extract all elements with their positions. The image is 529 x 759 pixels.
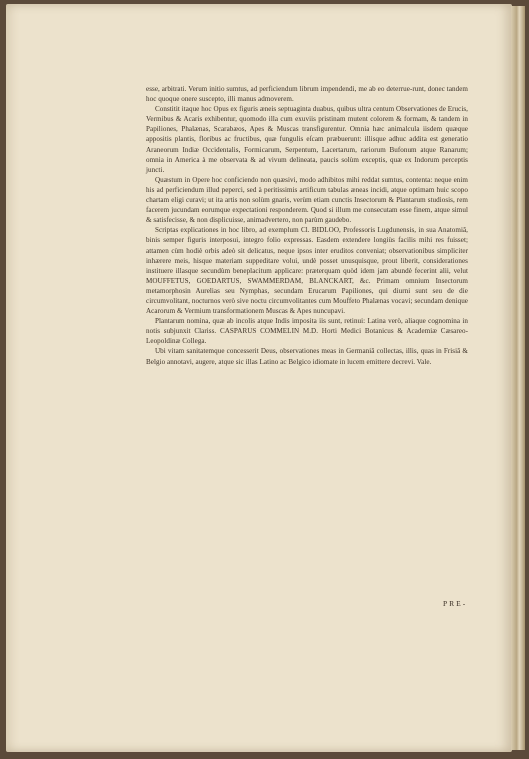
catchword: PRE-	[443, 599, 468, 608]
paragraph-6: Ubi vitam sanitatemque concesserit Deus, observationes meas in Germaniâ collectas, illis, quas in Frisiâ & Belgio annotavi, augere, atque sic illas Latino ac Belgico idiomate in lucem emittere decrevi. Vale.	[146, 347, 468, 366]
paragraph-1: esse, arbitrati. Verum initio sumtus, ad perficiendum librum impendendi, me ab eo deterrue-runt, donec tandem hoc quoque onere suscepto, illi manus admoverem.	[146, 85, 468, 104]
page-edge	[511, 6, 525, 750]
paragraph-5: Plantarum nomina, quæ ab incolis atque Indis imposita iis sunt, retinui: Latina verò, aliaque cognomina in notis subjunxit Clariss. CASPARUS COMMELIN M.D. Horti Medici Botanicus & Academiæ Cæsareo-Leopoldinæ Collega.	[146, 317, 468, 346]
paragraph-2: Constitit itaque hoc Opus ex figuris æneis septuaginta duabus, quibus ultra centum Observationes de Erucis, Vermibus & Acaris exhibentur, quomodo illa cum exuviis pristinam mutent colorem & formam, & tandem in Papiliones, Phalænas, Scarabæos, Apes & Muscas transfigurentur. Omnia hæc animalcula iisdem quæque appositis plantis, floribus ac fructibus, quæ fungulis eſcam præbuerunt: illisque adhuc addita est generatio Araneorum Indiæ Occidentalis, Formicarum, Serpentum, Lacertarum, rariorum Bufonum atque Ranarum; omnia in America à me observata & ad vivum delineata, paucis solùm exceptis, quæ ex Indorum perceptis juncti.	[146, 105, 468, 174]
paragraph-4: Scriptas explicationes in hoc libro, ad exemplum Cl. BIDLOO, Professoris Lugdunensis, in sua Anatomiâ, binis semper figuris interposui, integro folio expressas. Easdem extendere longiùs facilis mihi res fuisset; attamen cùm hodiè orbis adeò sit delicatus, neque ipsos inter eruditos conveniat; observationibus simpliciter inhærere meis, hisque materiam suppeditare volui, undè posset unusquisque, prout liberit, considerationes instituere illasque secundùm beneplacitum applicare: præterquam quòd idem jam abundè fecerint alii, velut MOUFFETUS, GOEDARTUS, SWAMMERDAM, BLANCKART, &c. Primam omnium Insectorum metamorphosin Aurelias seu Nymphas, secundam Erucarum Papiliones, qui diurni sunt seu de die circumvolitant, nocturnos verò sive noctu circumvolitantes cum Mouffeto Phalænas vocavi; secundam denique Acarorum & Vermium transformationem Muscas & Apes nuncupavi.	[146, 226, 468, 316]
book-page	[6, 4, 512, 752]
paragraph-3: Quæstum in Opere hoc conficiendo non quæsivi, modo adhibitos mihi reddat sumtus, contenta: neque enim his ad perficiendum illud peperci, sed à peritissimis artificum tabulas æneas incidi, atque optimam huic scopo chartam eligi curavi; ut ita artis non solùm gnaris, verùm etiam cunctis Insectorum & Plantarum studiosis, rem facerem jucundam eorumque expectationi responderem. Quod si illum me consecutam esse finem, atque simul & satisfecisse, & non displicuisse, animadvertero, non parùm gaudebo.	[146, 175, 468, 225]
body-text	[146, 84, 468, 367]
